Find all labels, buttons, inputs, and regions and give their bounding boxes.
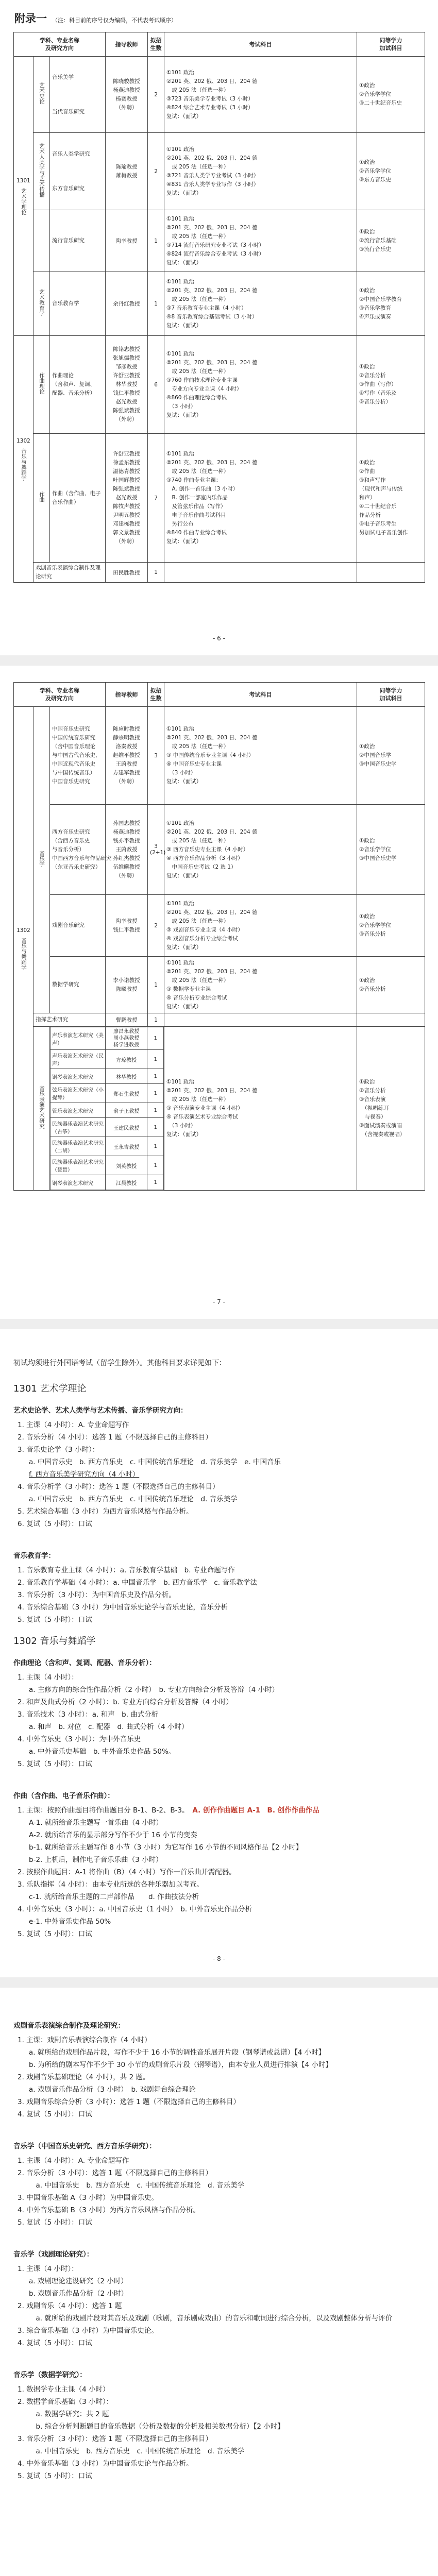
quota-cell: 1: [148, 563, 164, 583]
list-item: 1. 主课（4 小时）：: [18, 1673, 78, 1682]
list-item: 4. 中外音乐基础 B（3 小时）为西方音乐风格与作品分析。: [18, 2206, 200, 2214]
exam-cell: ①101 政治 ②201 英、202 俄、203 日、204 德 或 205 法（任选一种） ③ 戏剧音乐专业主课（4 小时） ④ 戏剧音乐分析专业综合考试 复试：（面试）: [164, 895, 357, 957]
list-item: 1. 主课（4 小时）：: [18, 2265, 78, 2273]
list-item: a. 中国音乐史 b. 西方音乐史 c. 中国传统音乐理论 d. 音乐美学 e. 中国音乐: [29, 1458, 281, 1466]
list-item: 5. 复试（5 小时）：口试: [18, 1930, 92, 1938]
direction-cell: 音乐教育学: [50, 272, 106, 336]
list-item: 3. 音乐史论学（3 小时）：: [18, 1446, 99, 1454]
extra-cell: ①政治 ②音乐学学位 ③二十世纪音乐史: [357, 57, 425, 133]
table-row: [14, 805, 425, 895]
table-row: 民族器乐表演艺术研究（二胡） 王永吉教授 1: [50, 1137, 164, 1156]
list-item: 1. 音乐教育专业主课（4 小时）：a. 音乐教育学基础 b. 专业命题写作: [18, 1566, 235, 1574]
list-item: 1. 主课：戏剧音乐表演综合制作（4 小时）: [18, 2036, 151, 2044]
list-item: a. 就所给的戏剧作品片段，写作不少于 16 小节的调性音乐展开片段（钢琴谱或总谱）【4 小时】: [29, 2048, 326, 2057]
highlight-text: A. 创作作曲题目 A-1 B. 创作作曲作品: [192, 1806, 319, 1815]
header-quota: 拟招生数: [148, 32, 164, 57]
quota-cell: 1: [148, 1013, 164, 1027]
list-item: a. 主修方向的综合性作品分析（2 小时） b. 专业方向综合分析及答辩（4 小时）: [29, 1686, 279, 1694]
quota-cell: 6: [148, 336, 164, 434]
group-cell: 艺术教育学: [33, 272, 50, 336]
page-number: - 7 -: [213, 1298, 225, 1306]
list-item: a. 戏剧音乐作品分析（3 小时） b. 戏剧舞台综合理论: [29, 2086, 196, 2094]
extra-cell: ①政治 ②中国音乐学 ③中国音乐史学: [357, 707, 425, 805]
document-page-3: [0, 1329, 438, 1977]
extra-cell: ①政治 ②中国音乐学教育 ③音乐学教育 ④声乐或演奏: [357, 272, 425, 336]
direction-cell: 西方音乐史研究 （含西方音乐史 与音乐分析） 中国西方音乐与作品研究 （东亚音乐史研究）: [50, 805, 106, 895]
appendix-heading: [14, 10, 425, 26]
extra-cell-empty: [357, 1013, 425, 1027]
table-row: 钢琴表演艺术研究 江晨教授 1: [50, 1175, 164, 1190]
tutor-cell: 孙国忠教授 杨燕迪教授 钱亦平教授 王蔚教授 孙红杰教授 伍维曦教授 （外聘）: [106, 805, 148, 895]
quota-cell: 3: [148, 707, 164, 805]
header-tutor: 指导教师: [106, 683, 148, 707]
group-cell: 艺术人类学与艺术传播: [33, 133, 50, 210]
subsection-title: 作曲理论（含和声、复调、配器、音乐分析）：: [13, 1659, 156, 1667]
table-row: 声乐表演艺术研究（美声） 廖昌永教授 周小燕教授 杨学进教授 1: [50, 1027, 164, 1050]
exam-cell: ①101 政治 ②201 英、202 俄、203 日、204 德 或 205 法（任选一种） ③ 中国传统音乐专业主课（4 小时） ④ 中国音乐史专业主课 （3 小时） 复试：（面试）: [164, 707, 357, 805]
list-item: 5. 复试（5 小时）：口试: [18, 1616, 92, 1624]
list-item: a. 中外音乐史基础 b. 中外音乐史作品 50%。: [29, 1748, 176, 1756]
list-item: 2. 音乐分析（3 小时）：选答 1 题（不限选择自己的主修科目）: [18, 2169, 212, 2177]
performance-subtable-cell: [50, 1027, 164, 1191]
list-item: 4. 中外音乐基础（3 小时）为中国音乐史论与作品分析。: [18, 2460, 193, 2468]
list-item: 5. 复试（5 小时）：口试: [18, 2472, 92, 2480]
subsection-title: 戏剧音乐表演综合制作及理论研究：: [13, 2022, 125, 2030]
admissions-table-1: [13, 32, 425, 583]
quota-cell: 2: [148, 133, 164, 210]
tutor-cell: 田民胜教授: [106, 563, 148, 583]
quota-cell: 7: [148, 434, 164, 563]
exam-cell: ①101 政治 ②201 英、202 俄、203 日、204 德 或 205 法（任选一种） ③ 音乐表演专业主课（4 小时） ④ 音乐表演艺术专业综合考试 （3 小时） 复试：（面试）: [164, 1027, 357, 1191]
extra-cell: ①政治 ②音乐分析 ③音乐表演 （视唱练耳 与视奏） ③面试演奏或演唱 （含视奏或视唱）: [357, 1027, 425, 1191]
list-item: 2. 音乐分析（4 小时）：选答 1 题（不限选择自己的主修科目）: [18, 1433, 212, 1442]
exam-cell: ①101 政治 ②201 英、202 俄、203 日、204 德 或 205 法（任选一种） ③ 西方音乐史专业主课（4 小时） ④ 西方音乐作品分析（3 小时） 中国音乐史考试（2 选 1） 复试：（面试）: [164, 805, 357, 895]
header-discipline: 学科、专业名称 及研究方向: [14, 683, 106, 707]
list-item: 4. 中外音乐史（3 小时）：a. 中国音乐史（1 小时） b. 中外音乐史作品分析: [18, 1905, 252, 1913]
tutor-cell: 李小诺教授 陈曦教授: [106, 957, 148, 1013]
list-item: 2. 音乐教育学基础（4 小时）：a. 中国音乐学 b. 西方音乐学 c. 音乐教学法: [18, 1579, 257, 1587]
subsection-title: 作曲（含作曲、电子音乐作曲）：: [13, 1792, 114, 1800]
intro-text: 初试均须进行外国语考试（留学生除外）。其他科目要求详见如下：: [13, 1359, 226, 1367]
table-row: [14, 895, 425, 957]
direction-cell: 作曲理论 （含和声、复调、 配器、音乐分析）: [50, 336, 106, 434]
list-item: a. 数据学研究：共 2 题: [29, 2410, 109, 2418]
group-cell: 音乐表演艺术研究: [33, 1027, 50, 1191]
tutor-cell: 陶辛教授: [106, 210, 148, 272]
page-number: - 8 -: [213, 1955, 225, 1962]
group-cell: 音乐学: [33, 707, 50, 1013]
table-row: [14, 957, 425, 1013]
admissions-table-2: [13, 682, 425, 1191]
extra-cell-empty: [357, 563, 425, 583]
exam-cell: ①101 政治 ②201 英、202 俄、203 日、204 德 或 205 法（任选一种） ③760 作曲技术理论专业主课 专业方向专业主课（4 小时） ④860 作曲理论综合考试 （3 小时） 复试：（面试）: [164, 336, 357, 434]
exam-cell: ①101 政治 ②201 英、202 俄、203 日、204 德 或 205 法（任选一种） ③721 音乐人类学专业考试（3 小时） ④831 音乐人类学专业写作（3 小时） 复试：（面试）: [164, 133, 357, 210]
table-row: [14, 707, 425, 805]
list-item: 3. 综合音乐基础（3 小时）为中国音乐史论。: [18, 2327, 159, 2335]
direction-cell: 音乐美学 当代音乐研究: [50, 57, 106, 133]
list-item: 3. 戏剧音乐综合分析（3 小时）：选答 1 题（不限选择自己的主修科目）: [18, 2098, 240, 2106]
list-item: a. 中国音乐史 b. 西方音乐史 c. 中国传统音乐理论 d. 音乐美学: [29, 2181, 245, 2190]
list-item: 2. 戏剧音乐基础理论（4 小时），共 2 题。: [18, 2073, 150, 2081]
table-row: [14, 1027, 425, 1191]
header-extra: 同等学力 加试科目: [357, 683, 425, 707]
list-item: f. 西方音乐美学研究方向（4 小时）: [29, 1470, 140, 1479]
table-row: [14, 133, 425, 210]
table-row: 民族器乐表演艺术研究（琵琶） 刘英教授 1: [50, 1156, 164, 1175]
direction-cell: 音乐人类学研究 东方音乐研究: [50, 133, 106, 210]
list-item: b. 为所给的剧本写作不少于 30 小节的戏剧音乐片段（钢琴谱），由本专业人员进行排演【4 小时】: [29, 2061, 333, 2069]
list-item: b-1. 就所给音乐主题写作 8 小节（3 小时）为它写作 16 小节的不同风格作品【2 小时】: [29, 1843, 303, 1852]
table-row: [14, 210, 425, 272]
extra-cell: ①政治 ②音乐学学位 ③东方音乐史: [357, 133, 425, 210]
page-number: - 6 -: [213, 635, 225, 642]
direction-cell: 作曲（含作曲、电子音乐作曲）: [50, 434, 106, 563]
list-item: 2. 戏剧音乐（4 小时）：选答 1 题: [18, 2302, 122, 2310]
list-item: 4. 音乐分析学（3 小时）：选答 1 题（不限选择自己的主修科目）: [18, 1483, 220, 1491]
list-item: b-2. 上机后，制作电子音乐乐曲（3 小时）: [29, 1856, 163, 1864]
extra-cell: ①政治 ②作曲 ③和声写作 （现代和声与传统 和声） ④二十世纪音乐 作品分析 ⑤电子音乐考生 另加试电子音乐创作: [357, 434, 425, 563]
table-row: [14, 57, 425, 133]
extra-cell: ①政治 ②流行音乐基础 ③流行音乐史: [357, 210, 425, 272]
quota-cell: 1: [148, 272, 164, 336]
table-row: 声乐表演艺术研究（民声） 方琼教授 1: [50, 1050, 164, 1069]
section-heading-1301: 1301 艺术学理论: [13, 1383, 87, 1394]
list-item: a. 戏剧理论建设研究（2 小时）: [29, 2277, 128, 2285]
header-tutor: 指导教师: [106, 32, 148, 57]
list-item: 3. 音乐分析（3 小时）：选答 1 题（不限选择自己的主修科目）: [18, 2435, 212, 2443]
table-row: 钢琴表演艺术研究 林华教授 1: [50, 1069, 164, 1084]
tutor-cell: 许舒亚教授 徐孟东教授 温德青教授 叶国辉教授 陈强斌教授 赵光教授 陈牧声教授 尹明五教授 邓建栋教授 郭文景教授 （外聘）: [106, 434, 148, 563]
list-item: a. 中国音乐史 b. 西方音乐史 c. 中国传统音乐理论 d. 音乐美学: [29, 2447, 245, 2455]
extra-cell: ①政治 ②音乐学学位 ③音乐分析: [357, 895, 425, 957]
document-page-2: [0, 666, 438, 1319]
table-row: 民族器乐表演艺术研究（古筝） 王建民教授 1: [50, 1118, 164, 1137]
document-page-4: [0, 1988, 438, 2576]
list-item: 1. 主课（4 小时）：A. 专业命题写作: [18, 2157, 129, 2165]
quota-cell: 3 (2+1): [148, 805, 164, 895]
discipline-cell-1302: 1302 音乐与舞蹈学: [14, 707, 33, 1191]
list-item: A-1. 就所给音乐主题写一首乐曲（4 小时）: [29, 1819, 163, 1827]
list-item: 4. 中外音乐史（3 小时）：为中外音乐史: [18, 1735, 141, 1743]
exam-cell: ①101 政治 ②201 英、202 俄、203 日、204 德 或 205 法（任选一种） ③ 数据学专业主课 ④ 音乐分析专业综合考试 复试：（面试）: [164, 957, 357, 1013]
section-heading-1302: 1302 音乐与舞蹈学: [13, 1636, 96, 1647]
subsection-title: 音乐学（戏剧理论研究）：: [13, 2250, 94, 2259]
quota-cell: 2: [148, 57, 164, 133]
list-item: a. 和声 b. 对位 c. 配器 d. 曲式分析（4 小时）: [29, 1723, 189, 1731]
tutor-cell: 陈铭志教授 张旭儒教授 邹彦教授 许舒亚教授 林华教授 钱仁平教授 赵光教授 陈强斌教授 （外聘）: [106, 336, 148, 434]
list-item: 4. 复试（5 小时）：口试: [18, 2110, 92, 2119]
tutor-cell: 陈应时教授 薛宗明教授 洛秦教授 赵维平教授 王蔚教授 方建军教授 （外聘）: [106, 707, 148, 805]
list-item: 4. 音乐综合基础（3 小时）为中国音乐史论学与音乐史论，音乐分析: [18, 1603, 228, 1612]
table-row: 管乐表演艺术研究 俞子正教授 1: [50, 1103, 164, 1118]
exam-cell: ①101 政治 ②201 英、202 俄、203 日、204 德 或 205 法（任选一种） ③714 流行音乐研究专业考试（3 小时） ④824 流行音乐综合专业考试（3 小时） 复试：（面试）: [164, 210, 357, 272]
tutor-cell: 陈瑜教授 萧梅教授: [106, 133, 148, 210]
performance-subtable: [50, 1027, 164, 1190]
list-item: c-1. 就所给音乐主题的二声部作品 d. 作曲技法分析: [29, 1893, 199, 1901]
exam-cell-empty: [164, 1013, 357, 1027]
list-item: 2. 按照作曲题目：A-1 将作曲（B）（4 小时）写作一首乐曲并需配器。: [18, 1868, 236, 1876]
exam-cell-empty: [164, 563, 357, 583]
list-item: 3. 中国音乐基础 A（3 小时）为中国音乐史。: [18, 2194, 159, 2202]
table-row: [14, 563, 425, 583]
extra-cell: ①政治 ②音乐学学位 ③中国音乐史学: [357, 805, 425, 895]
list-item: e-1. 中外音乐史作品 50%: [29, 1918, 111, 1926]
exam-cell: ①101 政治 ②201 英、202 俄、203 日、204 德 或 205 法（任选一种） ③723 音乐美学专业考试（3 小时） ④824 综合艺术专业考试（3 小时） 复试：（面试）: [164, 57, 357, 133]
exam-cell: ①101 政治 ②201 英、202 俄、203 日、204 德 或 205 法（任选一种） ③740 作曲专业主课： A. 创作一首乐曲（3 小时） B. 创作一部室内乐作品 及管弦乐作品（写作） 电子音乐作曲考试科目 另行公布 ④840 作曲专业综合考试 复试：（面试）: [164, 434, 357, 563]
list-item: 5. 艺术综合基础（3 小时）为西方音乐风格与作品分析。: [18, 1507, 193, 1516]
direction-cell: 流行音乐研究: [50, 210, 106, 272]
direction-cell: 戏剧音乐研究: [50, 895, 106, 957]
header-exams: 考试科目: [164, 683, 357, 707]
subsection-title: 音乐学（数据学研究）：: [13, 2371, 87, 2379]
group-cell: 作曲: [33, 434, 50, 563]
list-item: 5. 复试（5 小时）：口试: [18, 1760, 92, 1768]
tutor-cell: 陶辛教授 钱仁平教授: [106, 895, 148, 957]
list-item: 1. 主课（4 小时）：A. 专业命题写作: [18, 1421, 129, 1429]
discipline-cell-1301: 1301 艺术学理论: [14, 57, 33, 336]
header-quota: 拟招生数: [148, 683, 164, 707]
extra-cell: ①政治 ②音乐分析: [357, 957, 425, 1013]
subsection-title: 音乐教育学：: [13, 1552, 55, 1560]
quota-cell: 1: [148, 957, 164, 1013]
list-item: b. 综合分析判断题目的音乐数据（分析及数据的分析及相关数据分析）【2 小时】: [29, 2422, 284, 2431]
list-item: 3. 音乐技术（3 小时）：a. 和声 b. 曲式分析: [18, 1710, 159, 1719]
list-item: a. 中国音乐史 b. 西方音乐史 c. 中国传统音乐理论 d. 音乐美学: [29, 1495, 238, 1503]
table-row: [14, 434, 425, 563]
subsection-title: 音乐学（中国音乐史研究、西方音乐学研究）：: [13, 2142, 156, 2150]
table-header-row: [14, 683, 425, 707]
list-item: 1. 数据学专业主课（4 小时）: [18, 2385, 110, 2394]
tutor-cell: 余丹红教授: [106, 272, 148, 336]
table-row: [14, 1013, 425, 1027]
list-item: 3. 乐队指挥（4 小时）：由本专业所选的各种乐器加以考查。: [18, 1880, 204, 1889]
tutor-cell: 陈晓骏教授 杨燕迪教授 杨赛教授 （外聘）: [106, 57, 148, 133]
direction-cell: 中国音乐史研究 中国传统音乐研究 （含中国音乐理论 与中国古代音乐史、 中国近现代音乐史 与中国传统音乐） 中国音乐史研究: [50, 707, 106, 805]
quota-cell: 2: [148, 895, 164, 957]
group-cell: 作曲理论: [33, 336, 50, 434]
appendix-note: （注：科目前的序号仅为编码，不代表考试顺序）: [52, 17, 177, 24]
quota-cell: 1: [148, 210, 164, 272]
header-discipline: 学科、专业名称 及研究方向: [14, 32, 106, 57]
exam-cell: ①101 政治 ②201 英、202 俄、203 日、204 德 或 205 法（任选一种） ③7 音乐教育专业主课（4 小时） ④8 音乐教育综合基础考试（3 小时） 复试：（面试）: [164, 272, 357, 336]
table-row: [14, 272, 425, 336]
appendix-title: 附录一: [14, 12, 47, 25]
direction-cell: 戏剧音乐表演综合制作及理论研究: [33, 563, 106, 583]
list-item: A-2. 就所给音乐的显示部分写作不少于 16 小节的变奏: [29, 1831, 197, 1839]
list-item: 2. 数据学音乐基础（3 小时）：: [18, 2398, 113, 2406]
list-item: 1. 主课：按照作曲题目将作曲题目分 B-1、B-2、B-3。 A. 创作作曲题目 A-1 B. 创作作曲作品: [18, 1806, 319, 1815]
document-page-1: [0, 0, 438, 655]
group-cell-empty: [33, 210, 50, 272]
header-extra: 同等学力 加试科目: [357, 32, 425, 57]
tutor-cell: 曹鹏教授: [106, 1013, 148, 1027]
direction-cell: 数据学研究: [50, 957, 106, 1013]
list-item: 6. 复试（5 小时）：口试: [18, 1520, 92, 1528]
table-header-row: [14, 32, 425, 57]
table-row: [14, 336, 425, 434]
list-item: 4. 复试（5 小时）：口试: [18, 2339, 92, 2347]
table-row: 弦乐表演艺术研究（小提琴） 郑石生教授 1: [50, 1084, 164, 1103]
discipline-cell-1302: 1302 音乐与舞蹈学: [14, 336, 33, 583]
extra-cell: ①政治 ②音乐分析 ③作曲（写作） ④写作（音乐及 ⑤音乐分析）: [357, 336, 425, 434]
list-item: a. 就所给的戏剧片段对其音乐及戏剧（歌剧，音乐剧或戏曲）的音乐和歌词进行综合分析，以及戏剧整体分析与评价: [29, 2314, 393, 2323]
subsection-title: 艺术史论学、艺术人类学与艺术传播、音乐学研究方向：: [13, 1406, 188, 1415]
direction-cell: 指挥艺术研究: [33, 1013, 106, 1027]
header-exams: 考试科目: [164, 32, 357, 57]
list-item: 2. 和声及曲式分析（2 小时）：b. 专业方向综合分析及答辩（4 小时）: [18, 1698, 233, 1706]
list-item: 3. 音乐分析（3 小时）：为中国音乐史及作品分析。: [18, 1591, 176, 1599]
list-item: b. 戏剧音乐作品分析（2 小时）: [29, 2290, 128, 2298]
list-item: 5. 复试（5 小时）：口试: [18, 2218, 92, 2227]
group-cell: 艺术史论: [33, 57, 50, 133]
